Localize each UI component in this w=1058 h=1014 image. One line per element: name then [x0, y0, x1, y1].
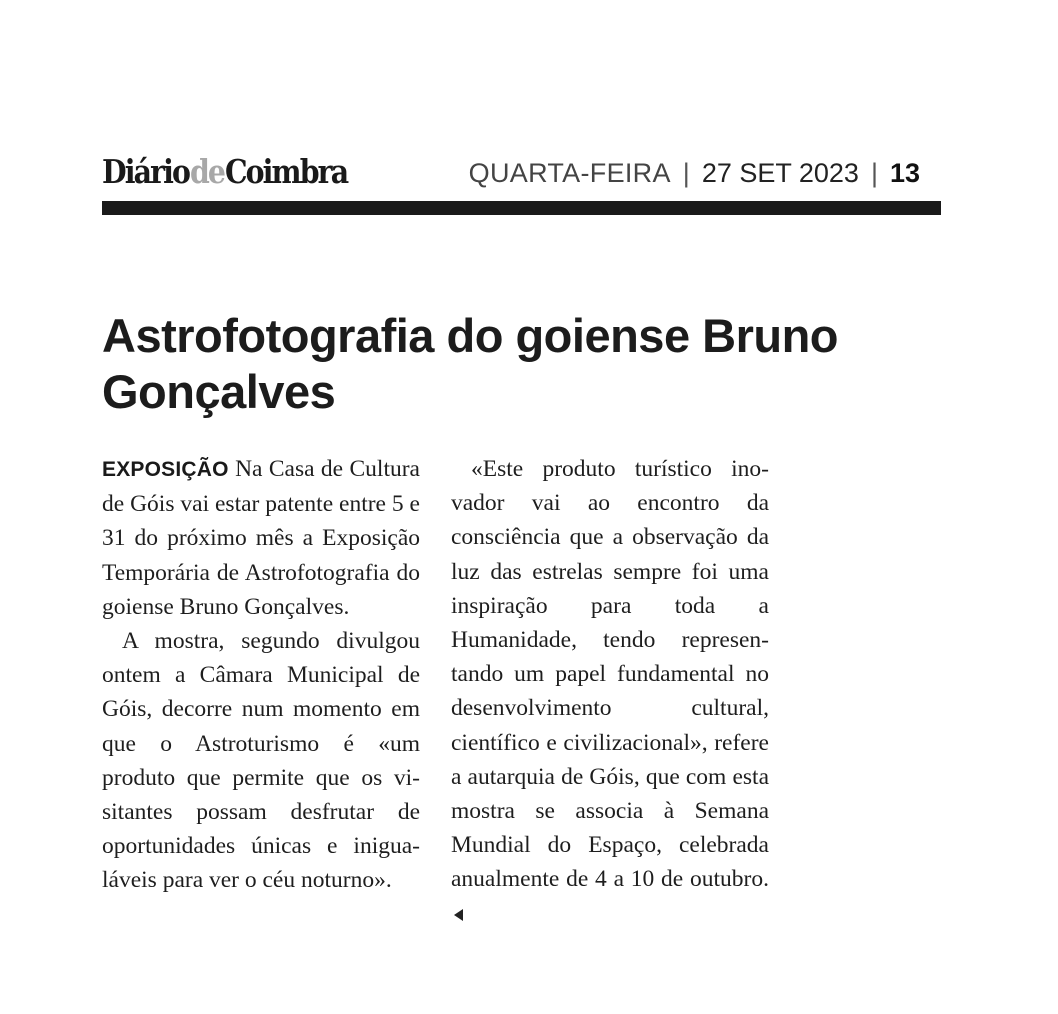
- dateline-separator: |: [870, 158, 878, 188]
- weekday: QUARTA-FEIRA: [468, 158, 671, 188]
- end-of-article-icon: [454, 909, 463, 921]
- page-number: 13: [889, 158, 920, 188]
- dateline-separator: |: [682, 158, 690, 188]
- article-headline: Astrofotografia do goiense Bruno Gonçalves: [102, 309, 838, 418]
- article-kicker: EXPOSIÇÃO: [102, 458, 229, 481]
- logo-word-coimbra: Coimbra: [224, 152, 348, 191]
- masthead-rule: [102, 201, 941, 215]
- dateline: [469, 158, 920, 189]
- paragraph-text: Na Casa de Cultura de Góis vai estar patente entre 5 e 31 do próximo mês a Exposição Temporária de Astrofotografia do goiense Bruno Gonçalves.: [102, 456, 420, 620]
- logo-word-diario: Diário: [102, 152, 190, 191]
- article-column-right: [451, 452, 769, 931]
- article-paragraph: [102, 452, 420, 624]
- article-paragraph: [451, 452, 769, 931]
- paragraph-text: «Este produto turístico inovador vai ao encontro da consciência que a observação da luz das estrelas sempre foi uma inspiração para toda a Humanidade, tendo representando um papel fundamental no desenvolvimento cultural, científico e civilizacional», refere a autarquia de Góis, que com esta mostra se associa à Semana Mundial do Espaço, celebrada anualmente de 4 a 10 de outubro.: [451, 456, 769, 893]
- newspaper-logo: [102, 152, 347, 191]
- issue-date: 27 SET 2023: [701, 158, 859, 188]
- masthead: [102, 150, 940, 198]
- article-paragraph: A mostra, segundo divulgou ontem a Câmara Municipal de Góis, decorre num momento em que o Astroturismo é «um produto que permite que os visitantes possam desfrutar de oportunidades únicas e inigualáveis para ver o céu noturno».: [102, 628, 420, 894]
- article-column-left: [102, 452, 420, 898]
- logo-word-de: de: [189, 152, 225, 191]
